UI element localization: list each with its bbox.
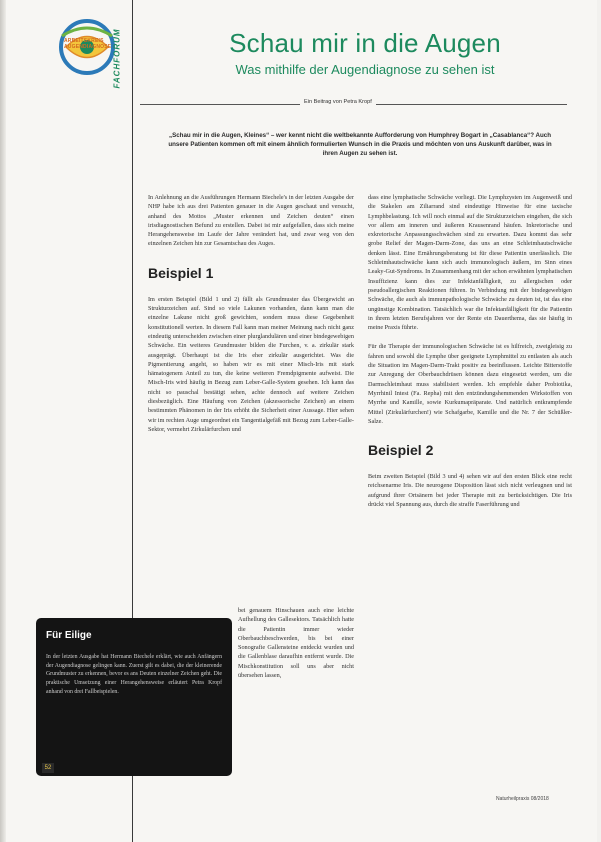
summary-text: In der letzten Ausgabe hat Hermann Biechele erklärt, wie auch Anfängern der Augendiagnose gelingen kann. Zuerst gilt es dabei, die der kleinerende Grundmuster zu erkennen, bevor es ans Deuten einzelner Zeichen geht. Die praktische Umsetzung einer Herangehensweise erläutert Petra Kropf anhand von drei Fallbeispielen. bbox=[46, 654, 222, 695]
article-subtitle: Was mithilfe der Augendiagnose zu sehen ist bbox=[235, 62, 495, 77]
article-lead: „Schau mir in die Augen, Kleines“ – wer kennt nicht die weltbekannte Aufforderung von Humphrey Bogart in „Casablanca“? Auch unsere Patienten kommen oft mit einem ähnlich formulierten Wunsch in die Praxis und möchten von uns Auskunft darüber, was in ihren Augen zu sehen ist. bbox=[168, 132, 552, 157]
footer-issue: Naturheilpraxis 08/2018 bbox=[496, 796, 549, 802]
summary-heading: Für Eilige bbox=[46, 630, 92, 641]
page-number: 52 bbox=[42, 763, 54, 773]
paragraph-lymph: dass eine lymphatische Schwäche vorliegt. Die Lymphzysten im Augenweiß und die Stakelen am Ziliarrand sind eindeutige Hinweise für eine taxische Lymphbelastung. Ich will noch einmal auf die Strukturzeichen eingehen, die sich vor allem am inneren und äußeren Krausenrand häufen. Inkretorische und exkretorische Anpassungsschwächen sind zu erwarten. Dazu kommt das sehr grobe Relief der Magen-Darm-Zone, das uns an eine Schleimhautschwäche denken lässt. Eine Ernährungsberatung ist für diese Patientin unerlässlich. Die Schleimhautschwäche kann sich auch immunologisch äußern, im Sinn eines Leaky-Gut-Syndroms. In Zusammenhang mit der schon erwähnten lymphatischen Insuffizienz kann dies zur Infektanfälligkeit, zu allergischen oder pseudoallergischen Reaktionen führen. In Verbindung mit der bindegewebigen Schwäche, die auch als immunpathologische Schwäche zu deuten ist, ist das eine ungünstige Kombination. Tatsächlich war die Infektanfälligkeit für die Patientin in ihrem letzten Berufsjahren vor der Rente ein Dauerthema, das sie häufig in meine Praxis führte. bbox=[368, 194, 572, 332]
byline: Ein Beitrag von Petra Kropf bbox=[300, 99, 376, 105]
paragraph-beispiel-2: Beim zweiten Beispiel (Bild 3 und 4) sehen wir auf den ersten Blick eine recht reichsenarme Iris. Die neurogene Disposition lässt sich nicht verleugnen und ist aufgrund ihrer Ortsänern bei jeder Therapie mit zu berücksichtigen. Die Iris drückt viel Spannung aus, durch die straffe Faserführung und bbox=[368, 473, 572, 509]
paragraph-beispiel-1-cont: bei genauem Hinschauen auch eine leichte Aufhellung des Gallesektors. Tatsächlich hatte die Patientin immer wieder Oberbauchbeschwerden, bis bei einer Sonografie Gallensteine entdeckt wurden und die Gallenblase daraufhin entfernt wurde. Die Mischkonstitution soll uns aber nicht übersehen lassen, bbox=[238, 607, 354, 680]
paragraph-intro: In Anlehnung an die Ausführungen Hermann Biechele's in der letzten Ausgabe der NHP habe ich aus drei Patienten genauer in die Augen geschaut und versucht, anhand des Mottos „Muster erkennen und Zeichen deuten“ einen irisdiagnostischen Befund zu erstellen. Dabei ist mir aufgefallen, dass sich meine Herangehensweise im Laufe der Jahre verändert hat, und zwar weg von den einzelnen Zeichen hin zur Gesamtschau des Auges. bbox=[148, 194, 354, 248]
column-right bbox=[368, 193, 572, 509]
column-left bbox=[148, 193, 354, 434]
heading-beispiel-2: Beispiel 2 bbox=[368, 442, 434, 459]
paragraph-beispiel-1: Im ersten Beispiel (Bild 1 und 2) fällt als Grundmuster das Übergewicht an Strukturzeichen auf. Sind so viele Lakunen vorhanden, dann kann man die einzelne Lakune nicht groß gewichten, sondern muss diese Gegebenheit konstitutionell werten. In diesem Fall kann man meiner Meinung nach nicht ganz eindeutig unterscheiden zwischen einer plurglandulären und einer bindegewebigen Schwäche. Ein weiteres Grundmuster bilden die Furchen, v. a. zirkulär stark ausgeprägt. Überhaupt ist die Iris eher zirkulär ausgerichtet. Was die Pigmentierung angeht, so haben wir es mit einer Misch-Iris mit stark hämatogenem Anteil zu tun, die keine weiteren Fremdpigmente aufweist. Die Misch-Iris wird häufig in Bezug zum Leber-Galle-System gesehen. Ich kann das nicht so pauschal bestätigt sehen, achte dennoch auf weitere Zeichen diesbezüglich. Eine Häufung von Zeichen (akzessorische Zeichen) an einem bestimmten Phänomen in der Iris erhöht die Sicherheit einer Aussage. Hier sehen wir im rechten Auge umgeordnet ein Tangentialgefäß mit Bezug zum Leber-Galle-Sektor, vermehrt Zirkulärfurchen und bbox=[148, 295, 354, 433]
paragraph-therapie: Für die Therapie der immunologischen Schwäche ist es hilfreich, zweigleisig zu fahren und sowohl die Lymphe über geeignete Lymphmittel zu entlasten als auch die Situation im Magen-Darm-Trakt positiv zu beeinflussen. Leichte Bitterstoffe zur Anregung der Oberbauchdrüsen können dazu eingesetzt werden, um die Darmschleimhaut muss stabilisiert werden. Ich empfehle daher Probiotika, Myrrhinil Intest (Fa. Repha) mit den entzündungshemmenden Wirkstoffen von Myrrhe und Kamille, sowie Kurkumapräparate. Und natürlich entkrampfende Mittel (Zirkulärfurchen!) wie Schafgarbe, Kamille und die Nr. 7 der Schüßler-Salze. bbox=[368, 343, 572, 425]
column-left-wrap bbox=[238, 606, 354, 680]
heading-beispiel-1: Beispiel 1 bbox=[148, 264, 214, 281]
section-label bbox=[110, 22, 124, 94]
article-title: Schau mir in die Augen bbox=[229, 28, 501, 58]
section-label-text: FACHFORUM bbox=[112, 27, 122, 89]
logo-line-2: AUGENDIAGNOSE bbox=[64, 44, 112, 50]
logo-line-1: ARBEITSKREIS bbox=[64, 38, 104, 44]
summary-box bbox=[36, 618, 232, 776]
